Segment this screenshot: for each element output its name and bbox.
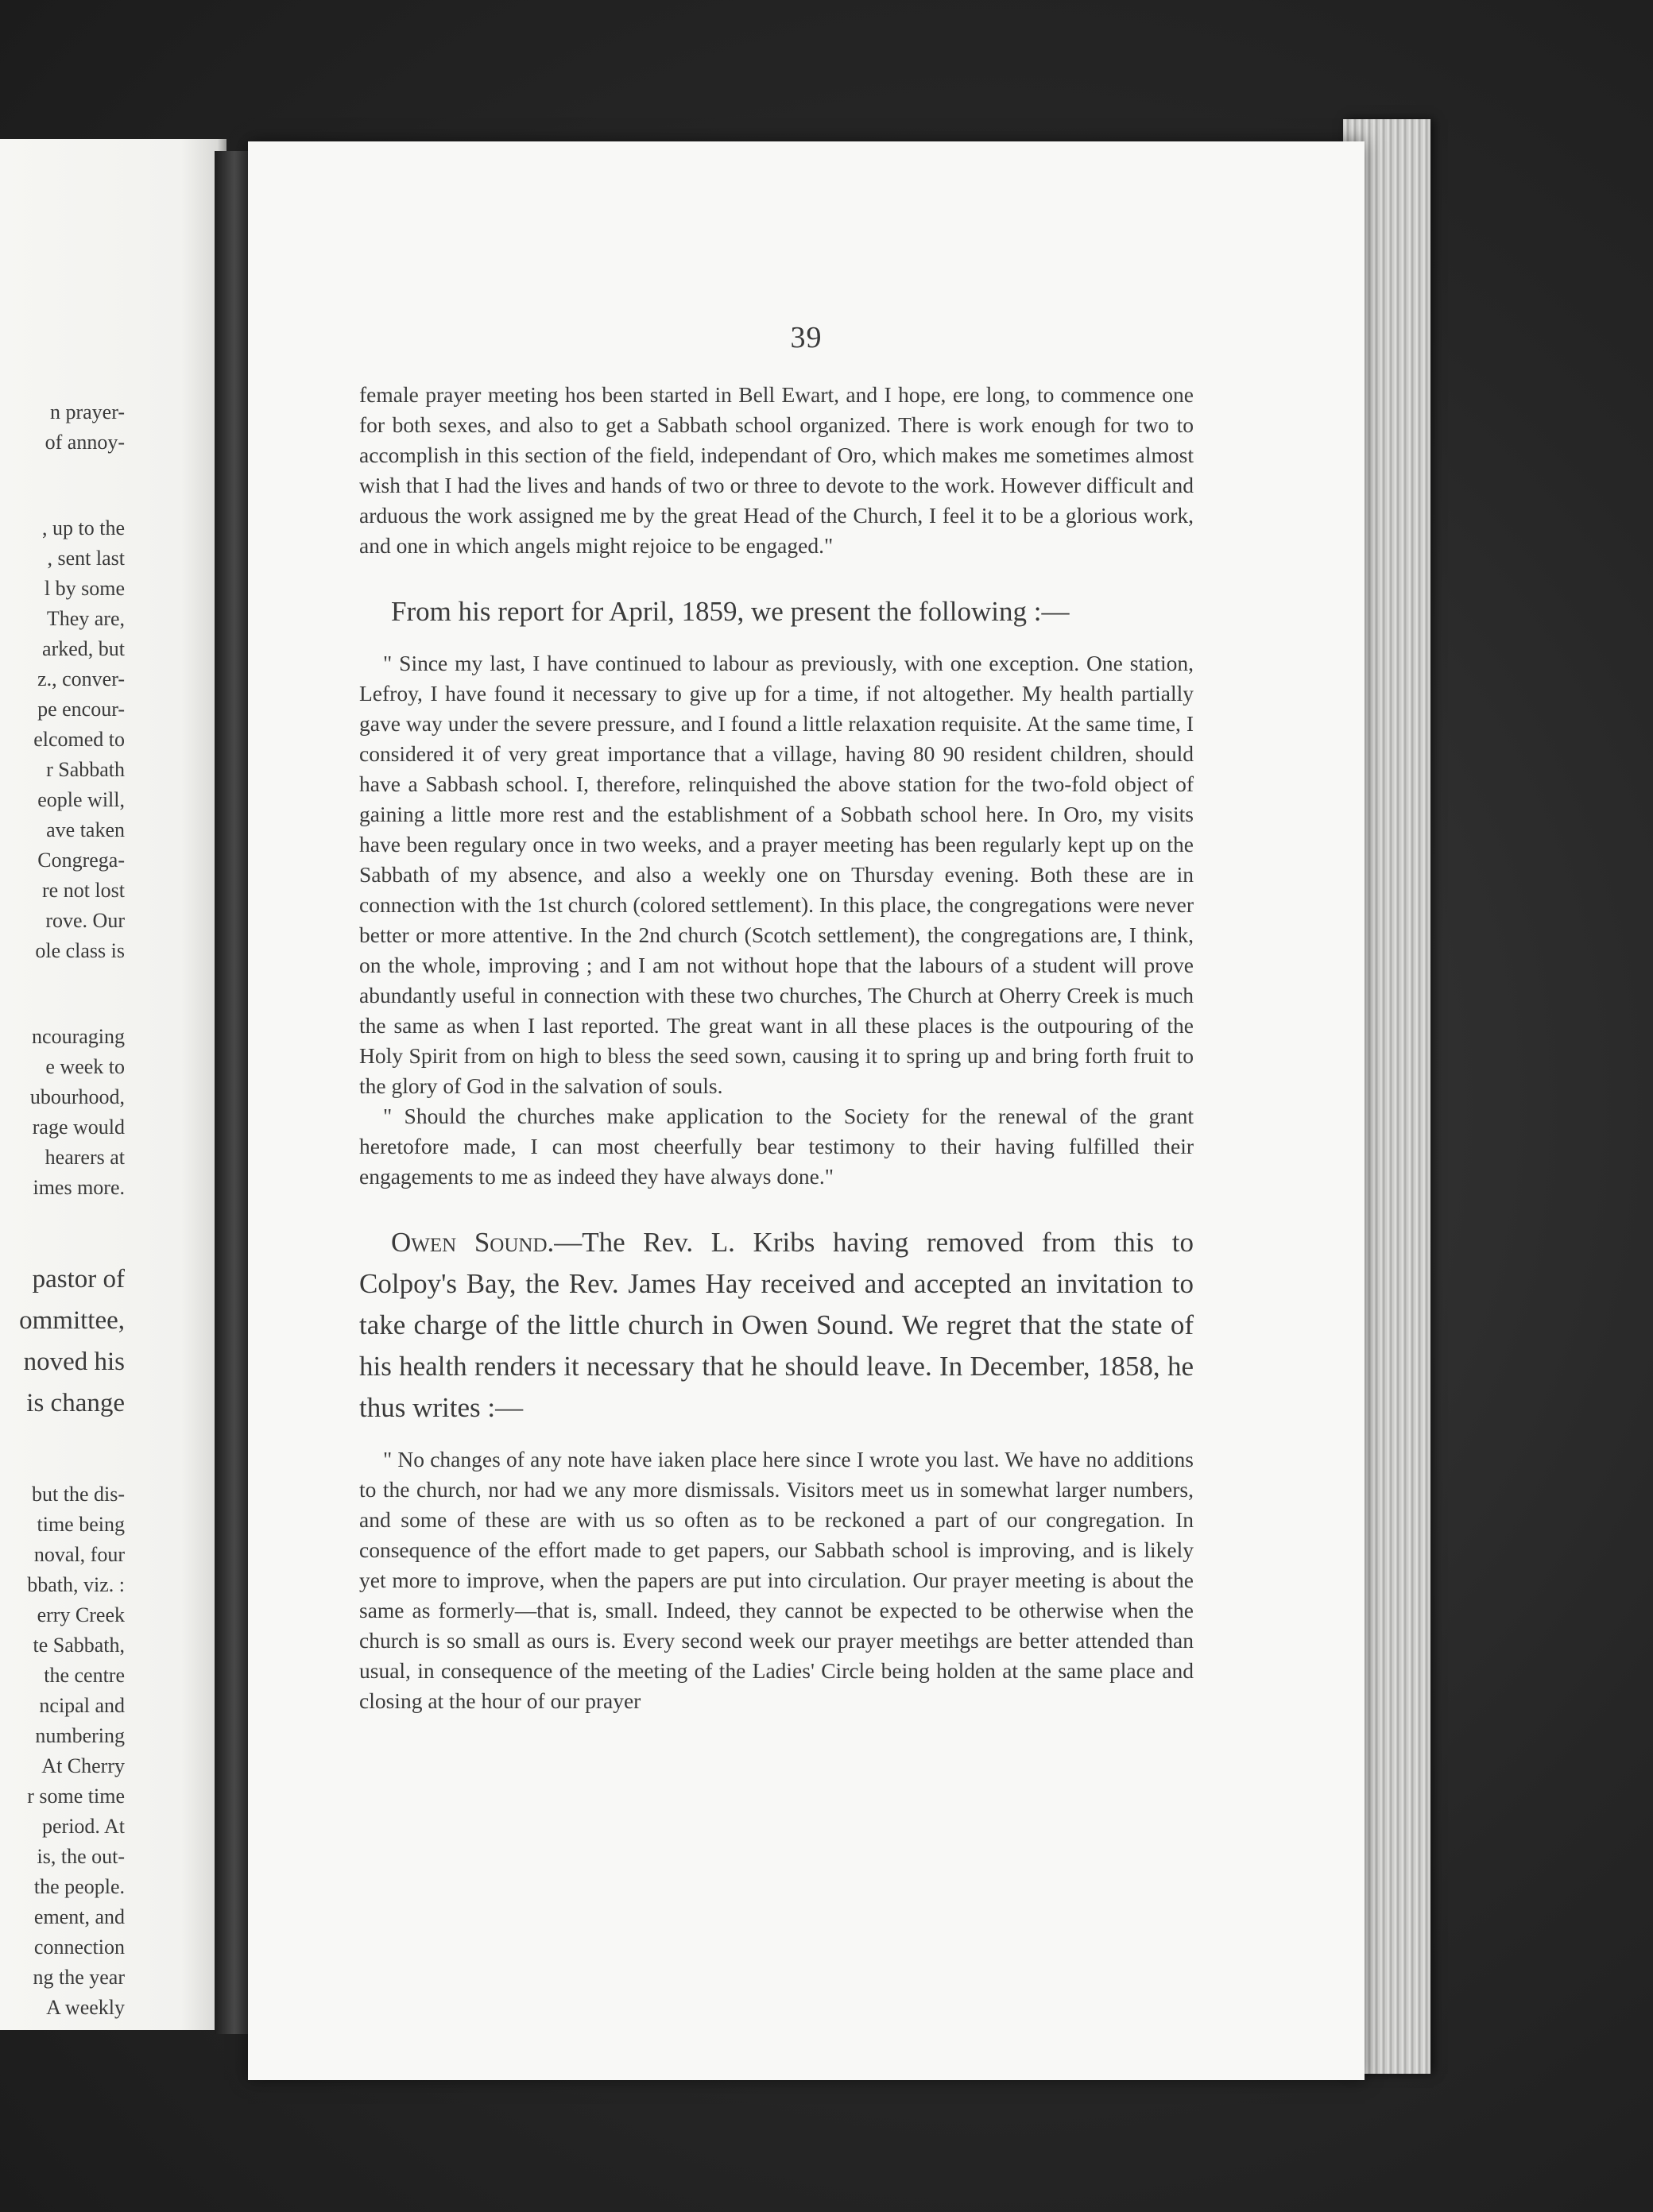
- facing-page-line: , up to the: [42, 516, 125, 539]
- page-body: [359, 380, 1194, 1716]
- facing-page-line: ement, and: [33, 1905, 125, 1928]
- facing-page-line: ncouraging: [32, 1025, 125, 1048]
- facing-page-line: Congrega-: [37, 849, 125, 872]
- facing-page-line: noval, four: [33, 1543, 125, 1566]
- facing-page: [0, 139, 226, 2030]
- facing-page-line: pe encour-: [37, 698, 125, 721]
- paragraph-report-intro: From his report for April, 1859, we present the following :—: [391, 596, 1070, 627]
- facing-page-line: At Cherry: [41, 1754, 125, 1777]
- facing-page-line: time being: [37, 1513, 125, 1536]
- facing-page-line: e week to: [45, 1055, 125, 1078]
- facing-page-line: of annoy-: [45, 431, 125, 454]
- facing-page-line: the centre: [44, 1664, 125, 1687]
- facing-page-line: eople will,: [37, 788, 125, 811]
- facing-page-line: rage would: [32, 1116, 125, 1139]
- book-page: [248, 141, 1365, 2080]
- paragraph-april-report: " Since my last, I have continued to labour as previously, with one exception. One station, Lefroy, I have found it necessary to give up for a time, if not altogether. My health partially gave way under the severe pressure, and I found a little relaxation requisite. At the same time, I considered it of very great importance that a village, having 80 90 resident children, should have a Sabbash school. I, therefore, relinquished the above station for the two-fold object of gaining a little more rest and the establishment of a Sobbath school here. In Oro, my visits have been regulary once in two weeks, and a prayer meeting has been regularly kept up on the Sabbath of my absence, and also a weekly one on Thursday evening. Both these are in connection with the 1st church (colored settlement). In this place, the congregations were never better or more attentive. In the 2nd church (Scotch settlement), the congregations are, I think, on the whole, improving ; and I am not without hope that the labours of a student will prove abundantly useful in connection with these two churches, The Church at Oherry Creek is much the same as when I last reported. The great want in all these places is the outpouring of the Holy Spirit from on high to bless the seed sown, causing it to spring up and bring forth fruit to the glory of God in the salvation of souls.: [359, 651, 1194, 1098]
- facing-page-line: numbering: [35, 1724, 125, 1747]
- paragraph-letter-end: female prayer meeting hos been started in Bell Ewart, and I hope, ere long, to commence one for both sexes, and also to get a Sabbath school organized. There is work enough for two to accomplish in this section of the field, independant of Oro, which makes me sometimes almost wish that I had the lives and hands of two or three to devote to the work. However difficult and arduous the work assigned me by the great Head of the Church, I feel it to be a glorious work, and one in which angels might rejoice to be engaged.": [359, 382, 1194, 558]
- facing-page-line: period. At: [42, 1815, 125, 1838]
- facing-page-line: n prayer-: [49, 400, 125, 423]
- facing-page-line: is change: [26, 1389, 125, 1417]
- facing-page-line: r some time: [27, 1785, 125, 1808]
- facing-page-line: but the dis-: [32, 1483, 125, 1506]
- facing-page-line: ubourhood,: [29, 1085, 125, 1108]
- facing-page-line: te Sabbath,: [33, 1634, 125, 1657]
- facing-page-line: ncipal and: [39, 1694, 125, 1717]
- owen-sound-text: —The Rev. L. Kribs having removed from this to Colpoy's Bay, the Rev. James Hay received and accepted an invitation to take charge of the little church in Owen Sound. We regret that the state of his health renders it necessary that he should leave. In December, 1858, he thus writes :—: [359, 1227, 1194, 1423]
- facing-page-line: ng the year: [33, 1966, 125, 1989]
- facing-page-line: ommittee,: [19, 1306, 125, 1335]
- facing-page-line: bbath, viz. :: [27, 1573, 125, 1596]
- facing-page-line: the people.: [33, 1875, 125, 1898]
- facing-page-line: is, the out-: [37, 1845, 125, 1868]
- facing-page-text: [0, 397, 125, 2023]
- paragraph-owen-sound: [359, 1222, 1194, 1429]
- facing-page-line: ole class is: [35, 939, 125, 962]
- facing-page-line: connection: [33, 1936, 125, 1959]
- facing-page-line: arked, but: [42, 637, 125, 660]
- page-number: 39: [790, 321, 823, 354]
- facing-page-line: imes more.: [33, 1176, 125, 1199]
- facing-page-line: noved his: [23, 1348, 125, 1376]
- facing-page-line: They are,: [46, 607, 125, 630]
- paragraph-december-letter: " No changes of any note have iaken place here since I wrote you last. We have no additions to the church, nor had we any more dismissals. Visitors meet us in somewhat larger numbers, and some of these are with us so often as to be reckoned a part of our congregation. In consequence of the effort made to get papers, our Sabbath school is improving, and is likely yet more to improve, when the papers are put into circulation. Our prayer meeting is about the same as formerly—that is, small. Indeed, they cannot be expected to be otherwise when the church is so small as ours is. Every second week our prayer meetihgs are better attended than usual, in consequence of the meeting of the Ladies' Circle being holden at the same place and closing at the hour of our prayer: [359, 1447, 1194, 1713]
- facing-page-line: erry Creek: [37, 1603, 125, 1626]
- facing-page-line: A weekly: [46, 1996, 125, 2019]
- facing-page-line: rove. Our: [45, 909, 125, 932]
- facing-page-line: hearers at: [45, 1146, 125, 1169]
- paragraph-grant-testimony: " Should the churches make application to the Society for the renewal of the grant heretofore made, I can most cheerfully bear testimony to their having fulfilled their engagements to me as indeed they have always done.": [359, 1104, 1194, 1189]
- facing-page-line: , sent last: [47, 547, 125, 570]
- facing-page-line: pastor of: [32, 1265, 125, 1294]
- facing-page-line: ave taken: [46, 818, 125, 841]
- facing-page-line: r Sabbath: [46, 758, 125, 781]
- facing-page-line: z., conver-: [37, 667, 125, 690]
- facing-page-line: re not lost: [42, 879, 125, 902]
- facing-page-line: elcomed to: [33, 728, 125, 751]
- section-heading-owen-sound: Owen Sound.: [391, 1227, 555, 1258]
- facing-page-line: l by some: [44, 577, 125, 600]
